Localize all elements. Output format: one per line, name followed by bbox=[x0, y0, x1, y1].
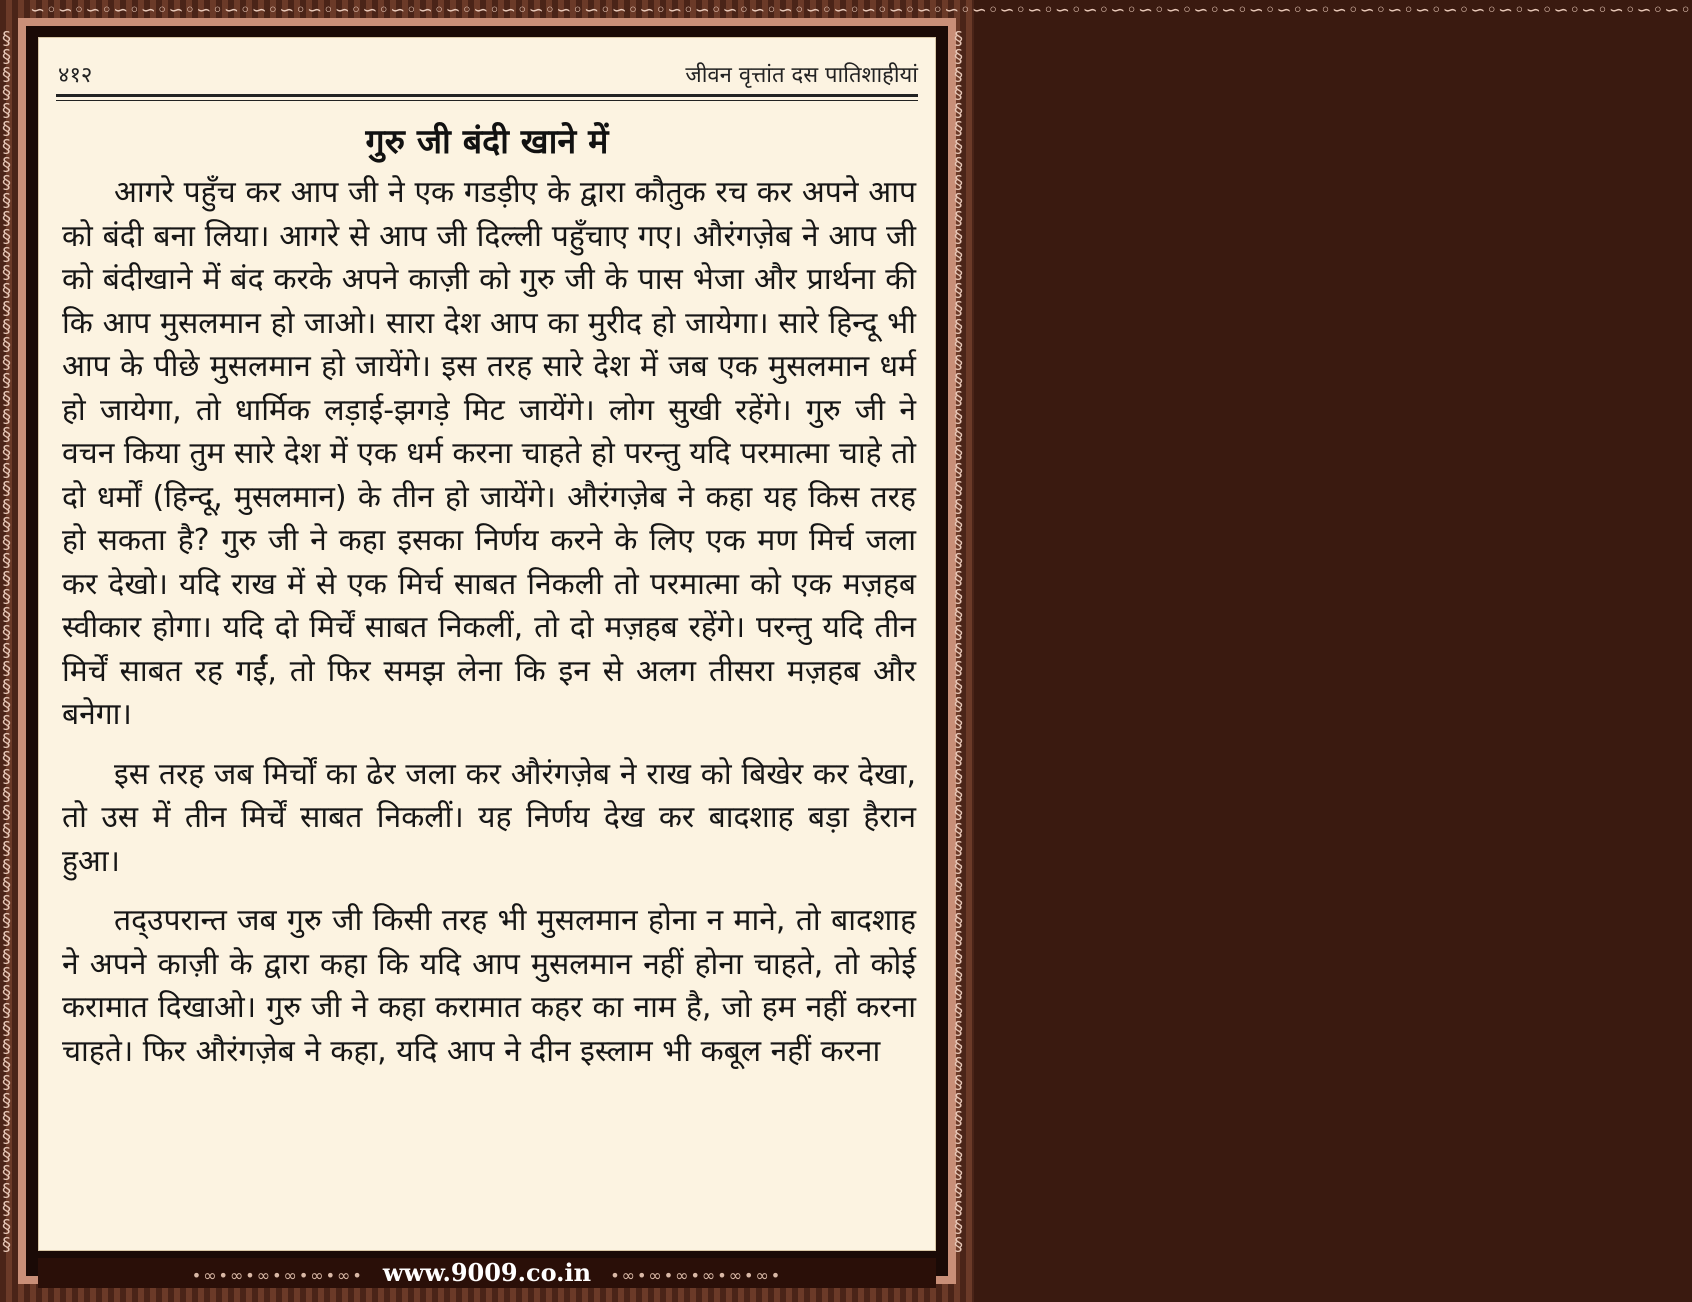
ornament-border-left: §§§§§§§§§§§§§§§§§§§§§§§§§§§§§§§§§§§§§§§§§§§§§§§§§§§§§§§§§§§§§§§§§§§§ bbox=[2, 28, 12, 1255]
footer-ornament-left: •∞•∞•∞•∞•∞•∞• bbox=[191, 1266, 364, 1285]
ornament-border-right: §§§§§§§§§§§§§§§§§§§§§§§§§§§§§§§§§§§§§§§§§§§§§§§§§§§§§§§§§§§§§§§§§§§§ bbox=[954, 28, 964, 1255]
paragraph: इस तरह जब मिर्चों का ढेर जला कर औरंगज़ेब ने राख को बिखेर कर देखा, तो उस में तीन मिर्चें साबत निकलीं। यह निर्णय देख कर बादशाह बड़ा हैरान हुआ। bbox=[62, 756, 916, 879]
page-header bbox=[56, 51, 918, 91]
header-rule-thick bbox=[56, 94, 918, 97]
footer-bar bbox=[38, 1258, 936, 1288]
page-number: ४१२ bbox=[58, 63, 93, 88]
ornament-border-top: ∽◦∽◦∽◦∽◦∽◦∽◦∽◦∽◦∽◦∽◦∽◦∽◦∽◦∽◦∽◦∽◦∽◦∽◦∽◦∽◦∽◦∽◦∽◦∽◦∽◦∽◦∽◦∽◦∽◦∽◦∽◦∽◦∽◦∽◦∽◦∽◦∽◦∽◦∽◦∽◦∽◦∽◦∽◦∽◦∽◦∽◦∽◦∽◦∽◦∽◦∽◦∽◦∽◦∽◦∽◦∽◦∽◦∽◦∽◦∽◦ bbox=[30, 0, 1692, 21]
book-page bbox=[38, 37, 936, 1251]
body-text bbox=[62, 171, 916, 1073]
chapter-title: गुरु जी बंदी खाने में bbox=[365, 122, 609, 162]
website-url[interactable]: www.9009.co.in bbox=[382, 1258, 592, 1287]
paragraph: आगरे पहुँच कर आप जी ने एक गडड़ीए के द्वारा कौतुक रच कर अपने आप को बंदी बना लिया। आगरे से आप जी दिल्ली पहुँचाए गए। औरंगज़ेब ने आप जी को बंदीखाने में बंद करके अपने काज़ी को गुरु जी के पास भेजा और प्रार्थना की कि आप मुसलमान हो जाओ। सारा देश आप का मुरीद हो जायेगा। सारे हिन्दू भी आप के पीछे मुसलमान हो जायेंगे। इस तरह सारे देश में जब एक मुसलमान धर्म हो जायेगा, तो धार्मिक लड़ाई-झगड़े मिट जायेंगे। लोग सुखी रहेंगे। गुरु जी ने वचन किया तुम सारे देश में एक धर्म करना चाहते हो परन्तु यदि परमात्मा चाहे तो दो धर्मों (हिन्दू, मुसलमान) के तीन हो जायेंगे। औरंगज़ेब ने कहा यह किस तरह हो सकता है? गुरु जी ने कहा इसका निर्णय करने के लिए एक मण मिर्च जला कर देखो। यदि राख में से एक मिर्च साबत निकली तो परमात्मा को एक मज़हब स्वीकार होगा। यदि दो मिर्चें साबत निकलीं, तो दो मज़हब रहेंगे। परन्तु यदि तीन मिर्चें साबत रह गईं, तो फिर समझ लेना कि इन से अलग तीसरा मज़हब और बनेगा। bbox=[62, 175, 916, 732]
footer-ornament-right: •∞•∞•∞•∞•∞•∞• bbox=[610, 1266, 783, 1285]
running-title: जीवन वृत्तांत दस पातिशाहीयां bbox=[685, 63, 918, 88]
header-rule-thin bbox=[56, 100, 918, 101]
paragraph: तद्उपरान्त जब गुरु जी किसी तरह भी मुसलमान होना न माने, तो बादशाह ने अपने काज़ी के द्वारा कहा कि यदि आप मुसलमान नहीं होना चाहते, तो कोई करामात दिखाओ। गुरु जी ने कहा करामात कहर का नाम है, जो हम नहीं करना चाहते। फिर औरंगज़ेब ने कहा, यदि आप ने दीन इस्लाम भी कबूल नहीं करना bbox=[62, 903, 916, 1069]
